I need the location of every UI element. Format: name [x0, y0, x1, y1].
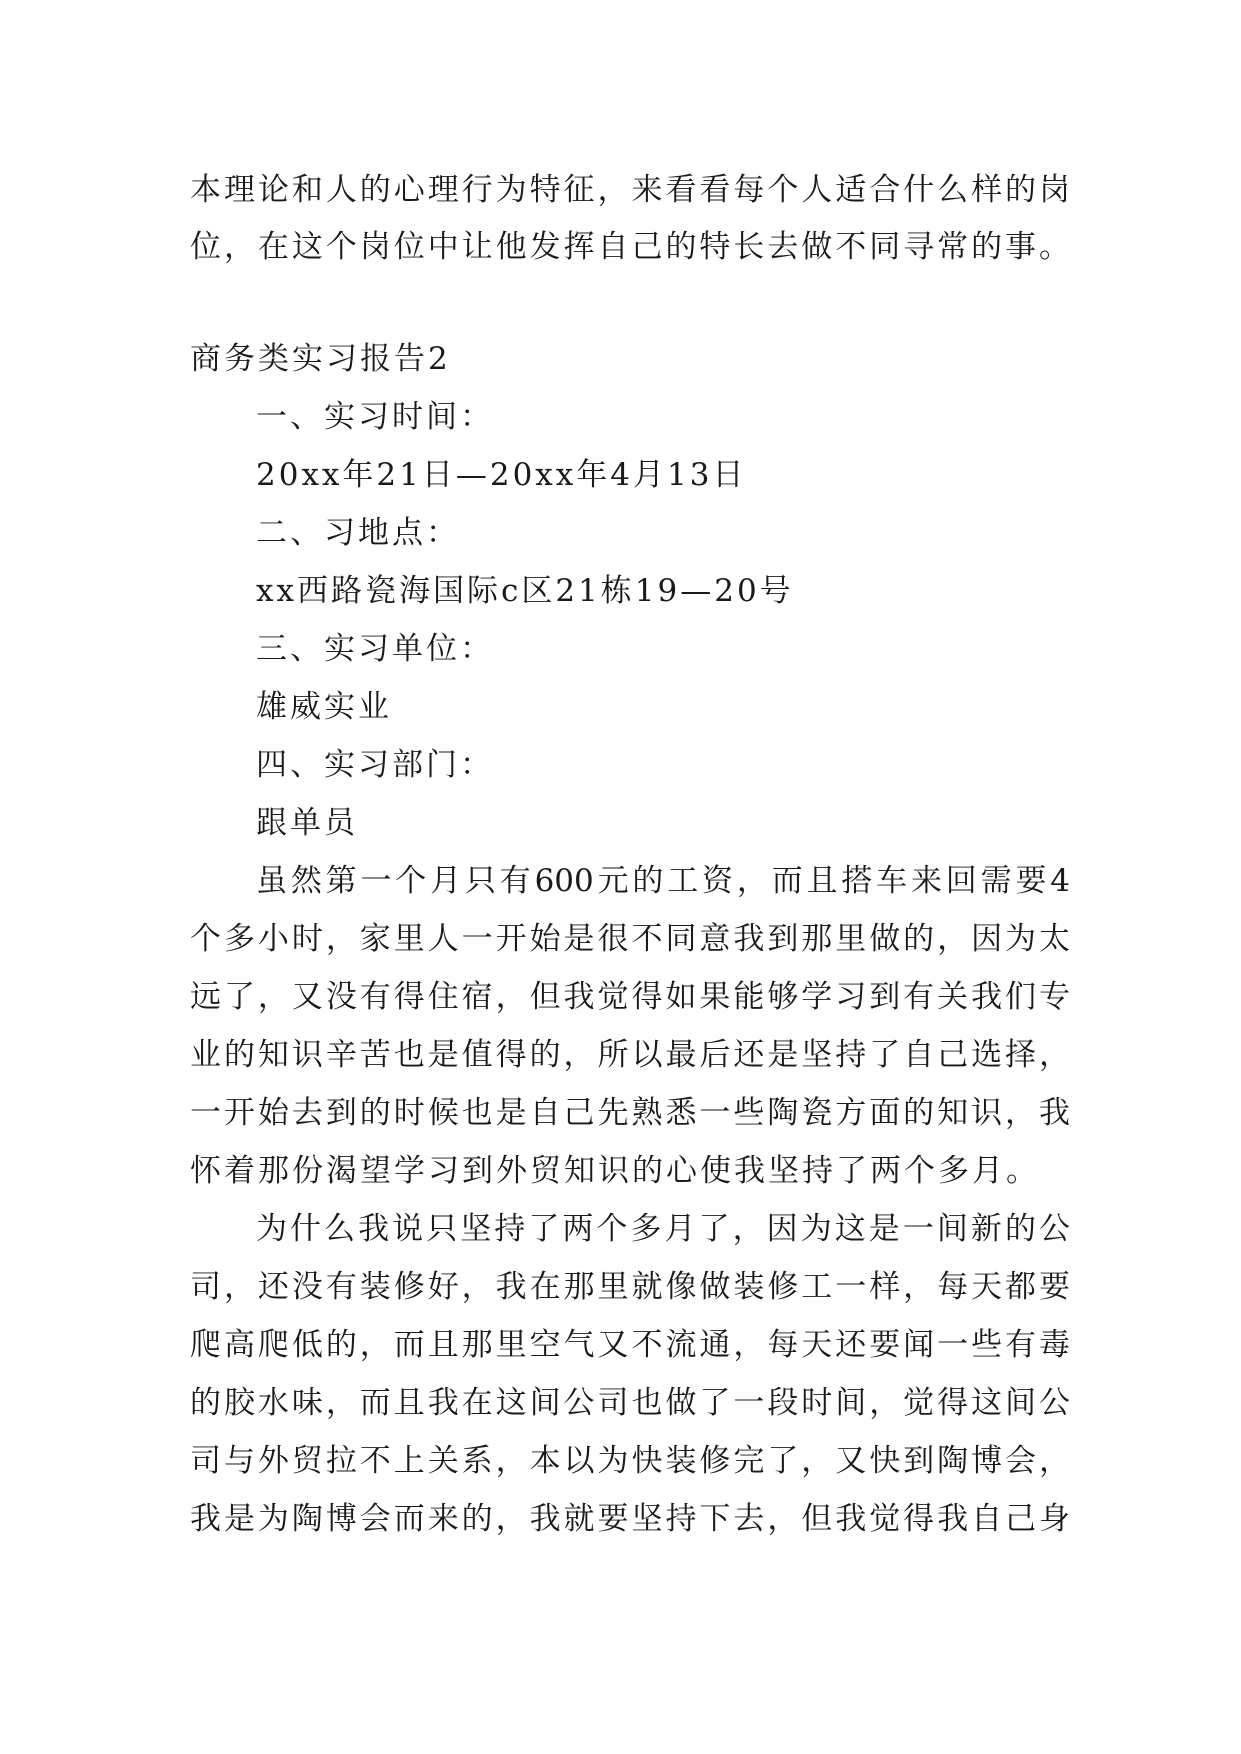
paragraph-line: 司与外贸拉不上关系，本以为快装修完了，又快到陶博会， [190, 1443, 1070, 1479]
field-label: 四、实习部门： [256, 747, 494, 783]
paragraph-line: 虽然第一个月只有600元的工资，而且搭车来回需要4 [256, 863, 1070, 899]
field-value: 跟单员 [256, 805, 358, 841]
field-label: 一、实习时间： [256, 399, 494, 435]
paragraph-line: 爬高爬低的，而且那里空气又不流通，每天还要闻一些有毒 [190, 1327, 1070, 1363]
section-title: 商务类实习报告2 [190, 341, 451, 377]
paragraph-line: 的胶水味，而且我在这间公司也做了一段时间，觉得这间公 [190, 1385, 1070, 1421]
paragraph-line: 我是为陶博会而来的，我就要坚持下去，但我觉得我自己身 [190, 1501, 1070, 1537]
paragraph-line: 怀着那份渴望学习到外贸知识的心使我坚持了两个多月。 [190, 1153, 1040, 1189]
field-value: xx西路瓷海国际c区21栋19—20号 [256, 573, 794, 609]
paragraph-line: 位，在这个岗位中让他发挥自己的特长去做不同寻常的事。 [190, 229, 1070, 265]
paragraph-line: 远了，又没有得住宿，但我觉得如果能够学习到有关我们专 [190, 979, 1070, 1015]
field-label: 二、习地点： [256, 515, 460, 551]
field-value: 雄威实业 [256, 689, 392, 725]
paragraph-line: 司，还没有装修好，我在那里就像做装修工一样，每天都要 [190, 1269, 1070, 1305]
field-label: 三、实习单位： [256, 631, 494, 667]
paragraph-line: 业的知识辛苦也是值得的，所以最后还是坚持了自己选择， [190, 1037, 1070, 1073]
paragraph-line: 本理论和人的心理行为特征，来看看每个人适合什么样的岗 [190, 172, 1070, 208]
field-value: 20xx年21日—20xx年4月13日 [256, 457, 747, 493]
paragraph-line: 为什么我说只坚持了两个多月了，因为这是一间新的公 [256, 1211, 1070, 1247]
paragraph-line: 一开始去到的时候也是自己先熟悉一些陶瓷方面的知识，我 [190, 1095, 1070, 1131]
paragraph-line: 个多小时，家里人一开始是很不同意我到那里做的，因为太 [190, 921, 1070, 957]
